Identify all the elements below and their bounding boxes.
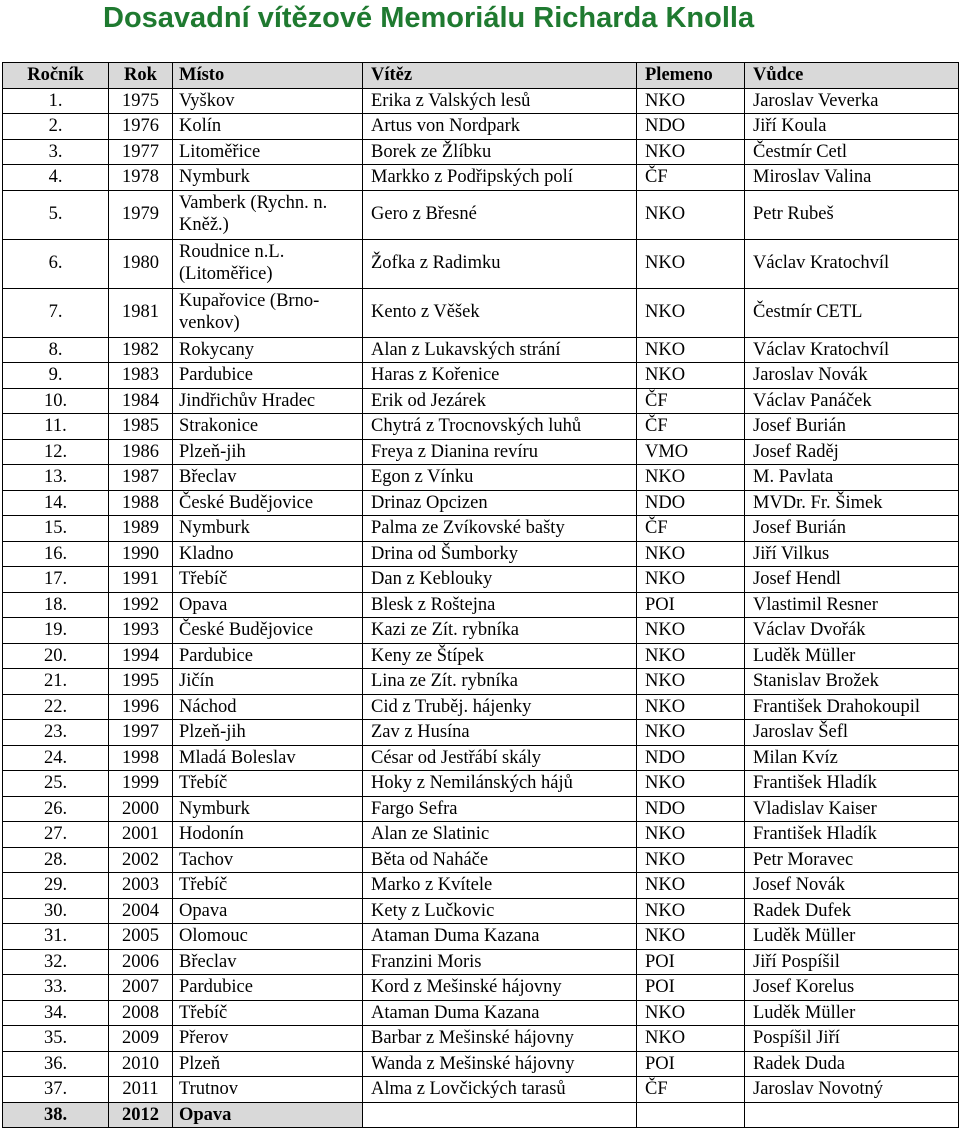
cell-vudce: MVDr. Fr. Šimek: [745, 490, 959, 516]
cell-rocnik: 15.: [3, 516, 109, 542]
table-row: [3, 388, 959, 414]
cell-rocnik: 25.: [3, 771, 109, 797]
cell-rocnik: 11.: [3, 414, 109, 440]
cell-rok: 1985: [109, 414, 173, 440]
table-row: [3, 592, 959, 618]
cell-vitez: Běta od Naháče: [363, 847, 637, 873]
cell-vitez: Drina od Šumborky: [363, 541, 637, 567]
cell-rocnik: 12.: [3, 439, 109, 465]
cell-rocnik: 16.: [3, 541, 109, 567]
cell-rok: 1988: [109, 490, 173, 516]
cell-misto: Nymburk: [173, 516, 363, 542]
cell-misto: Trutnov: [173, 1077, 363, 1103]
cell-misto: Litoměřice: [173, 139, 363, 165]
cell-misto: Pardubice: [173, 975, 363, 1001]
cell-rok: 2009: [109, 1026, 173, 1052]
table-row: [3, 439, 959, 465]
cell-vudce: Pospíšil Jiří: [745, 1026, 959, 1052]
cell-rocnik: 33.: [3, 975, 109, 1001]
cell-plemeno: VMO: [637, 439, 745, 465]
cell-rok: 2011: [109, 1077, 173, 1103]
cell-plemeno: NKO: [637, 847, 745, 873]
cell-vitez: Marko z Kvítele: [363, 873, 637, 899]
table-header: [3, 63, 959, 89]
cell-misto: Hodonín: [173, 822, 363, 848]
cell-plemeno: NKO: [637, 873, 745, 899]
table-row: [3, 414, 959, 440]
cell-plemeno: NKO: [637, 465, 745, 491]
table-row: [3, 898, 959, 924]
cell-vitez: Freya z Dianina revíru: [363, 439, 637, 465]
cell-vudce: [745, 1102, 959, 1128]
table-row: [3, 822, 959, 848]
cell-misto: Náchod: [173, 694, 363, 720]
cell-rok: 2007: [109, 975, 173, 1001]
cell-vudce: Petr Rubeš: [745, 190, 959, 239]
cell-rocnik: 26.: [3, 796, 109, 822]
cell-vitez: Alan ze Slatinic: [363, 822, 637, 848]
cell-rocnik: 24.: [3, 745, 109, 771]
cell-misto: České Budějovice: [173, 490, 363, 516]
cell-misto: Vamberk (Rychn. n. Kněž.): [173, 190, 363, 239]
cell-vudce: František Drahokoupil: [745, 694, 959, 720]
cell-rocnik: 5.: [3, 190, 109, 239]
cell-vudce: Josef Burián: [745, 516, 959, 542]
cell-vudce: Josef Burián: [745, 414, 959, 440]
cell-vitez: Artus von Nordpark: [363, 114, 637, 140]
cell-rok: 1995: [109, 669, 173, 695]
cell-misto: Plzeň-jih: [173, 720, 363, 746]
cell-misto: Břeclav: [173, 949, 363, 975]
cell-vudce: Čestmír CETL: [745, 288, 959, 337]
cell-vitez: Kento z Věšek: [363, 288, 637, 337]
cell-vudce: Stanislav Brožek: [745, 669, 959, 695]
cell-vitez: Barbar z Mešinské hájovny: [363, 1026, 637, 1052]
cell-vitez: Alma z Lovčických tarasů: [363, 1077, 637, 1103]
cell-vudce: Radek Dufek: [745, 898, 959, 924]
cell-misto: Břeclav: [173, 465, 363, 491]
cell-vudce: Jaroslav Šefl: [745, 720, 959, 746]
cell-rocnik: 21.: [3, 669, 109, 695]
cell-rocnik: 13.: [3, 465, 109, 491]
cell-rok: 1997: [109, 720, 173, 746]
cell-misto: Pardubice: [173, 363, 363, 389]
table-row: [3, 1051, 959, 1077]
cell-vitez: Dan z Keblouky: [363, 567, 637, 593]
cell-rocnik: 2.: [3, 114, 109, 140]
cell-vitez: Hoky z Nemilánských hájů: [363, 771, 637, 797]
cell-plemeno: NKO: [637, 822, 745, 848]
column-header-rocnik: Ročník: [3, 63, 109, 89]
cell-vudce: Jiří Pospíšil: [745, 949, 959, 975]
cell-rok: 2008: [109, 1000, 173, 1026]
cell-vudce: Josef Novák: [745, 873, 959, 899]
cell-misto: Kladno: [173, 541, 363, 567]
cell-rok: 1993: [109, 618, 173, 644]
winners-table: [2, 62, 959, 1128]
cell-vudce: Luděk Müller: [745, 643, 959, 669]
cell-misto: Olomouc: [173, 924, 363, 950]
cell-rocnik: 29.: [3, 873, 109, 899]
cell-plemeno: NDO: [637, 796, 745, 822]
cell-misto: Třebíč: [173, 1000, 363, 1026]
cell-rok: 1976: [109, 114, 173, 140]
cell-rocnik: 7.: [3, 288, 109, 337]
table-row: [3, 847, 959, 873]
cell-rok: 1979: [109, 190, 173, 239]
cell-plemeno: NKO: [637, 88, 745, 114]
cell-vudce: Václav Kratochvíl: [745, 337, 959, 363]
cell-plemeno: NKO: [637, 643, 745, 669]
cell-plemeno: NKO: [637, 288, 745, 337]
cell-rok: 2001: [109, 822, 173, 848]
cell-plemeno: NKO: [637, 771, 745, 797]
cell-rocnik: 6.: [3, 239, 109, 288]
cell-vitez: Ataman Duma Kazana: [363, 924, 637, 950]
cell-plemeno: POI: [637, 1051, 745, 1077]
cell-rok: 1986: [109, 439, 173, 465]
column-header-vitez: Vítěz: [363, 63, 637, 89]
table-row: [3, 975, 959, 1001]
cell-plemeno: ČF: [637, 165, 745, 191]
cell-misto: Roudnice n.L. (Litoměřice): [173, 239, 363, 288]
table-row: [3, 114, 959, 140]
cell-vitez: Lina ze Zít. rybníka: [363, 669, 637, 695]
cell-vitez: Kord z Mešinské hájovny: [363, 975, 637, 1001]
table-row: [3, 618, 959, 644]
cell-rok: 1991: [109, 567, 173, 593]
cell-rocnik: 35.: [3, 1026, 109, 1052]
cell-misto: Opava: [173, 592, 363, 618]
table-row: [3, 720, 959, 746]
cell-rok: 1996: [109, 694, 173, 720]
cell-plemeno: NKO: [637, 363, 745, 389]
cell-plemeno: ČF: [637, 388, 745, 414]
cell-rocnik: 3.: [3, 139, 109, 165]
cell-rocnik: 36.: [3, 1051, 109, 1077]
cell-plemeno: NKO: [637, 669, 745, 695]
table-row: [3, 88, 959, 114]
cell-vitez: Ataman Duma Kazana: [363, 1000, 637, 1026]
cell-plemeno: NDO: [637, 490, 745, 516]
cell-misto: Nymburk: [173, 796, 363, 822]
table-row: [3, 541, 959, 567]
cell-rok: 2004: [109, 898, 173, 924]
cell-rocnik: 18.: [3, 592, 109, 618]
cell-vudce: Radek Duda: [745, 1051, 959, 1077]
cell-rocnik: 9.: [3, 363, 109, 389]
cell-vudce: Miroslav Valina: [745, 165, 959, 191]
cell-rok: 2012: [109, 1102, 173, 1128]
cell-plemeno: NKO: [637, 898, 745, 924]
cell-rocnik: 27.: [3, 822, 109, 848]
cell-vitez: Egon z Vínku: [363, 465, 637, 491]
cell-plemeno: NKO: [637, 1026, 745, 1052]
cell-plemeno: NKO: [637, 337, 745, 363]
cell-vudce: František Hladík: [745, 822, 959, 848]
cell-rok: 1990: [109, 541, 173, 567]
cell-plemeno: NKO: [637, 720, 745, 746]
cell-plemeno: NKO: [637, 1000, 745, 1026]
cell-rok: 1975: [109, 88, 173, 114]
cell-plemeno: NKO: [637, 618, 745, 644]
cell-misto: Jindřichův Hradec: [173, 388, 363, 414]
table-row: [3, 643, 959, 669]
cell-vudce: Josef Hendl: [745, 567, 959, 593]
cell-misto: Plzeň: [173, 1051, 363, 1077]
table-row: [3, 1000, 959, 1026]
table-row: [3, 796, 959, 822]
cell-rocnik: 23.: [3, 720, 109, 746]
cell-vitez: Žofka z Radimku: [363, 239, 637, 288]
cell-rok: 2000: [109, 796, 173, 822]
cell-rok: 1980: [109, 239, 173, 288]
cell-vudce: Václav Panáček: [745, 388, 959, 414]
cell-vudce: M. Pavlata: [745, 465, 959, 491]
cell-rok: 2003: [109, 873, 173, 899]
cell-rok: 1992: [109, 592, 173, 618]
cell-rok: 1982: [109, 337, 173, 363]
table-row: [3, 490, 959, 516]
cell-misto: Kolín: [173, 114, 363, 140]
cell-misto: Strakonice: [173, 414, 363, 440]
cell-plemeno: ČF: [637, 414, 745, 440]
cell-rok: 1983: [109, 363, 173, 389]
cell-vudce: Luděk Müller: [745, 1000, 959, 1026]
cell-vudce: Josef Korelus: [745, 975, 959, 1001]
cell-misto: Nymburk: [173, 165, 363, 191]
cell-vitez: Gero z Břesné: [363, 190, 637, 239]
cell-misto: Jičín: [173, 669, 363, 695]
cell-rocnik: 37.: [3, 1077, 109, 1103]
cell-rok: 1998: [109, 745, 173, 771]
cell-vudce: Václav Dvořák: [745, 618, 959, 644]
cell-misto: Kupařovice (Brno-venkov): [173, 288, 363, 337]
table-row: [3, 1102, 959, 1128]
cell-plemeno: ČF: [637, 1077, 745, 1103]
cell-vudce: Jiří Vilkus: [745, 541, 959, 567]
cell-vudce: Jaroslav Novák: [745, 363, 959, 389]
cell-rocnik: 38.: [3, 1102, 109, 1128]
cell-plemeno: NKO: [637, 541, 745, 567]
cell-rocnik: 31.: [3, 924, 109, 950]
cell-vudce: František Hladík: [745, 771, 959, 797]
table-row: [3, 949, 959, 975]
cell-plemeno: [637, 1102, 745, 1128]
cell-plemeno: NKO: [637, 239, 745, 288]
header-row: [3, 63, 959, 89]
cell-vitez: Chytrá z Trocnovských luhů: [363, 414, 637, 440]
cell-rocnik: 10.: [3, 388, 109, 414]
cell-rocnik: 32.: [3, 949, 109, 975]
cell-vitez: Kety z Lučkovic: [363, 898, 637, 924]
cell-vudce: Jiří Koula: [745, 114, 959, 140]
cell-plemeno: POI: [637, 975, 745, 1001]
cell-rocnik: 1.: [3, 88, 109, 114]
cell-rok: 1977: [109, 139, 173, 165]
column-header-misto: Místo: [173, 63, 363, 89]
cell-rocnik: 4.: [3, 165, 109, 191]
cell-plemeno: POI: [637, 949, 745, 975]
cell-vitez: Fargo Sefra: [363, 796, 637, 822]
cell-vudce: Vlastimil Resner: [745, 592, 959, 618]
cell-vudce: Milan Kvíz: [745, 745, 959, 771]
table-row: [3, 165, 959, 191]
table-row: [3, 190, 959, 239]
cell-vitez: Wanda z Mešinské hájovny: [363, 1051, 637, 1077]
cell-vitez: Haras z Kořenice: [363, 363, 637, 389]
column-header-vudce: Vůdce: [745, 63, 959, 89]
cell-misto: České Budějovice: [173, 618, 363, 644]
cell-misto: Třebíč: [173, 567, 363, 593]
cell-rocnik: 22.: [3, 694, 109, 720]
cell-plemeno: NKO: [637, 139, 745, 165]
cell-plemeno: POI: [637, 592, 745, 618]
cell-rok: 2005: [109, 924, 173, 950]
cell-rok: 1994: [109, 643, 173, 669]
table-row: [3, 745, 959, 771]
column-header-rok: Rok: [109, 63, 173, 89]
cell-vitez: Zav z Husína: [363, 720, 637, 746]
cell-rok: 1984: [109, 388, 173, 414]
cell-misto: Mladá Boleslav: [173, 745, 363, 771]
cell-rok: 2010: [109, 1051, 173, 1077]
cell-vudce: Čestmír Cetl: [745, 139, 959, 165]
cell-vitez: Alan z Lukavských strání: [363, 337, 637, 363]
cell-misto: Opava: [173, 898, 363, 924]
cell-vitez: Keny ze Štípek: [363, 643, 637, 669]
cell-vitez: Markko z Podřipských polí: [363, 165, 637, 191]
table-row: [3, 1077, 959, 1103]
cell-vudce: Jaroslav Novotný: [745, 1077, 959, 1103]
cell-vudce: Petr Moravec: [745, 847, 959, 873]
cell-misto: Tachov: [173, 847, 363, 873]
cell-misto: Třebíč: [173, 873, 363, 899]
cell-plemeno: NKO: [637, 694, 745, 720]
cell-rok: 1981: [109, 288, 173, 337]
cell-vitez: Kazi ze Zít. rybníka: [363, 618, 637, 644]
cell-plemeno: ČF: [637, 516, 745, 542]
cell-vudce: Jaroslav Veverka: [745, 88, 959, 114]
cell-vitez: Blesk z Roštejna: [363, 592, 637, 618]
cell-rocnik: 17.: [3, 567, 109, 593]
table-row: [3, 694, 959, 720]
cell-rocnik: 28.: [3, 847, 109, 873]
cell-vitez: Drinaz Opcizen: [363, 490, 637, 516]
cell-misto: Rokycany: [173, 337, 363, 363]
cell-rocnik: 20.: [3, 643, 109, 669]
table-row: [3, 924, 959, 950]
cell-rocnik: 14.: [3, 490, 109, 516]
table-row: [3, 363, 959, 389]
cell-plemeno: NKO: [637, 190, 745, 239]
cell-rok: 1989: [109, 516, 173, 542]
cell-vitez: Cid z Truběj. hájenky: [363, 694, 637, 720]
cell-rok: 1987: [109, 465, 173, 491]
table-row: [3, 139, 959, 165]
cell-rok: 2006: [109, 949, 173, 975]
table-row: [3, 288, 959, 337]
cell-rocnik: 8.: [3, 337, 109, 363]
cell-misto: Třebíč: [173, 771, 363, 797]
table-row: [3, 669, 959, 695]
column-header-plemeno: Plemeno: [637, 63, 745, 89]
table-row: [3, 516, 959, 542]
cell-vitez: Franzini Moris: [363, 949, 637, 975]
cell-vitez: Erika z Valských lesů: [363, 88, 637, 114]
cell-rok: 1999: [109, 771, 173, 797]
table-row: [3, 239, 959, 288]
page-title: Dosavadní vítězové Memoriálu Richarda Knolla: [103, 2, 755, 34]
cell-vudce: Luděk Müller: [745, 924, 959, 950]
cell-rocnik: 19.: [3, 618, 109, 644]
cell-vitez: Borek ze Žlíbku: [363, 139, 637, 165]
cell-plemeno: NKO: [637, 924, 745, 950]
table-body: [3, 88, 959, 1128]
table-row: [3, 873, 959, 899]
cell-misto: Pardubice: [173, 643, 363, 669]
table-row: [3, 465, 959, 491]
cell-plemeno: NKO: [637, 567, 745, 593]
cell-rocnik: 30.: [3, 898, 109, 924]
cell-plemeno: NDO: [637, 114, 745, 140]
cell-vitez: Erik od Jezárek: [363, 388, 637, 414]
table-row: [3, 337, 959, 363]
table-row: [3, 1026, 959, 1052]
cell-misto: Přerov: [173, 1026, 363, 1052]
cell-vudce: Václav Kratochvíl: [745, 239, 959, 288]
cell-misto: Plzeň-jih: [173, 439, 363, 465]
cell-plemeno: NDO: [637, 745, 745, 771]
cell-vitez: [363, 1102, 637, 1128]
cell-vudce: Josef Raděj: [745, 439, 959, 465]
cell-rok: 1978: [109, 165, 173, 191]
cell-rok: 2002: [109, 847, 173, 873]
table-row: [3, 567, 959, 593]
cell-vudce: Vladislav Kaiser: [745, 796, 959, 822]
cell-vitez: Palma ze Zvíkovské bašty: [363, 516, 637, 542]
cell-misto: Vyškov: [173, 88, 363, 114]
cell-misto: Opava: [173, 1102, 363, 1128]
table-row: [3, 771, 959, 797]
cell-vitez: César od Jestřábí skály: [363, 745, 637, 771]
cell-rocnik: 34.: [3, 1000, 109, 1026]
